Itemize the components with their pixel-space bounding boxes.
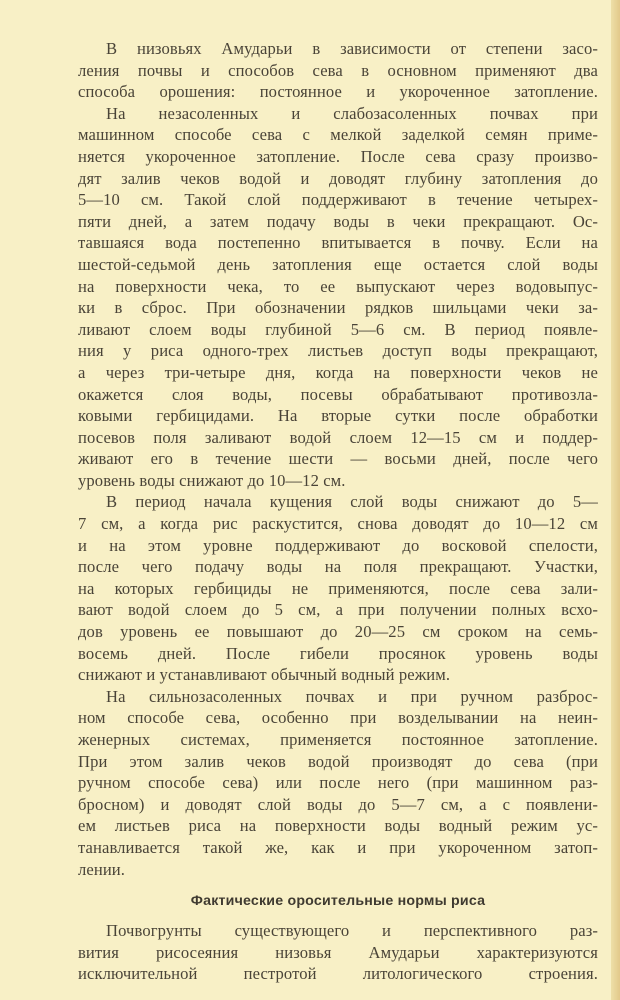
text-line: а через три-четыре дня, когда на поверхности чеков не bbox=[78, 362, 598, 382]
text-line: В период начала кущения слой воды снижают до 5— bbox=[106, 492, 598, 512]
text-line: на которых гербициды не применяются, после сева зали- bbox=[78, 578, 598, 598]
text-line: вития рисосеяния низовья Амударьи характеризуются bbox=[78, 942, 598, 962]
text-line: ния у риса одного-трех листьев доступ воды прекращают, bbox=[78, 341, 598, 361]
paragraph-4 bbox=[78, 686, 598, 880]
text-line: На незасоленных и слабозасоленных почвах при bbox=[106, 103, 598, 123]
text-line: В низовьях Амударьи в зависимости от степени засо- bbox=[106, 39, 598, 58]
text-line: на поверхности чека, то ее выпускают через водовыпус- bbox=[78, 276, 598, 296]
text-line: пяти дней, а затем подачу воды в чеки прекращают. Ос- bbox=[78, 211, 598, 231]
text-line: после чего подачу воды на поля прекращают. Участки, bbox=[78, 557, 598, 577]
text-line: ливают слоем воды глубиной 5—6 см. В период появле- bbox=[78, 319, 598, 339]
text-line: способа орошения: постоянное и укороченное затопление. bbox=[78, 82, 598, 102]
text-line: ки в сброс. При обозначении рядков шильцами чеки за- bbox=[78, 298, 598, 318]
text-line: ем листьев риса на поверхности воды водный режим ус- bbox=[78, 816, 598, 836]
text-line: женерных системах, применяется постоянное затопление. bbox=[78, 730, 598, 749]
text-line: 7 см, а когда рис раскустится, снова доводят до 10—12 см bbox=[78, 514, 598, 534]
paragraph-2 bbox=[78, 103, 598, 492]
paragraph-1 bbox=[78, 38, 598, 103]
text-line: Почвогрунты существующего и перспективного раз- bbox=[106, 921, 598, 941]
page-edge bbox=[611, 0, 620, 1000]
text-line: танавливается такой же, как и при укороченном затоп- bbox=[78, 837, 598, 857]
text-line: живают его в течение шести — восьми дней, после чего bbox=[78, 449, 598, 469]
text-line: исключительной пестротой литологического строения. bbox=[78, 964, 598, 984]
book-page bbox=[78, 38, 598, 985]
text-line: восемь дней. После гибели просянок уровень воды bbox=[78, 643, 598, 663]
text-line: ном способе сева, особенно при возделывании на неин- bbox=[78, 708, 598, 728]
text-line: окажется слоя воды, посевы обрабатывают противозла- bbox=[78, 384, 598, 404]
text-line: лении. bbox=[78, 859, 126, 879]
paragraph-5 bbox=[78, 920, 598, 985]
text-line: ления почвы и способов сева в основном применяют два bbox=[78, 60, 598, 80]
text-line: ковыми гербицидами. На вторые сутки после обработки bbox=[78, 406, 598, 426]
text-line: На сильнозасоленных почвах и при ручном разброс- bbox=[106, 686, 598, 706]
text-line: При этом залив чеков водой производят до сева (при bbox=[78, 751, 598, 771]
text-line: дят залив чеков водой и доводят глубину затопления до bbox=[78, 168, 598, 188]
text-line: машинном способе сева с мелкой заделкой семян приме- bbox=[78, 125, 598, 145]
text-line: 5—10 см. Такой слой поддерживают в течение четырех- bbox=[78, 190, 598, 210]
text-line: бросном) и доводят слой воды до 5—7 см, а с появлени- bbox=[78, 794, 598, 814]
paragraph-3 bbox=[78, 491, 598, 685]
text-line: тавшаяся вода постепенно впитывается в почву. Если на bbox=[78, 233, 598, 253]
text-line: дов уровень ее повышают до 20—25 см сроком на семь- bbox=[78, 622, 598, 642]
text-line: и на этом уровне поддерживают до восковой спелости, bbox=[78, 535, 598, 555]
text-line: посевов поля заливают водой слоем 12—15 см и поддер- bbox=[78, 427, 598, 447]
text-line: уровень воды снижают до 10—12 см. bbox=[78, 470, 346, 490]
text-line: вают водой слоем до 5 см, а при получении полных всхо- bbox=[78, 600, 598, 620]
text-line: шестой-седьмой день затопления еще остается слой воды bbox=[78, 254, 598, 274]
section-heading: Фактические оросительные нормы риса bbox=[190, 893, 486, 910]
text-line: ручном способе сева) или после него (при машинном раз- bbox=[78, 773, 598, 793]
text-line: няется укороченное затопление. После сева сразу произво- bbox=[78, 146, 598, 166]
text-line: снижают и устанавливают обычный водный режим. bbox=[78, 665, 451, 685]
